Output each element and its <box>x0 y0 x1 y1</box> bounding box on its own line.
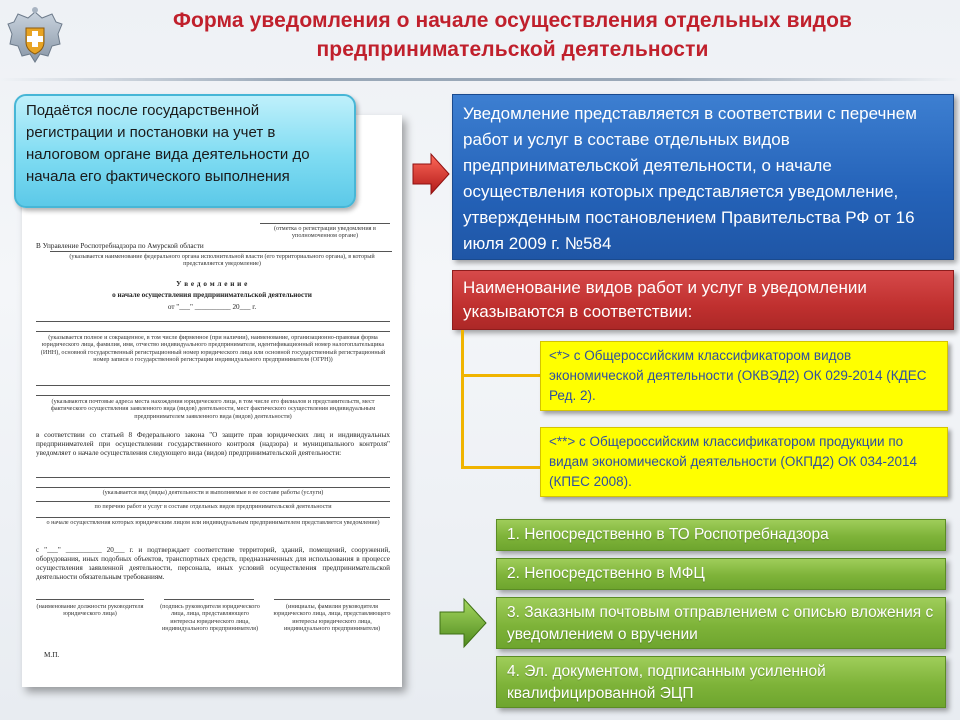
sign-caption-name: (инициалы, фамилия руководителя юридического лица, лица, представляющего интересы юридического лица, индивидуального предпринимателя) <box>273 603 391 633</box>
submission-info-text: Подаётся после государственной регистрации и постановки на учет в налоговом органе вида деятельности до начала его фактического выполнения <box>26 102 310 185</box>
rospotrebnadzor-emblem-icon <box>6 6 64 68</box>
to-caption: (указывается наименование федерального органа исполнительной власти (его территориального органа), в который представляется уведомление) <box>69 253 375 268</box>
form-line <box>36 517 390 518</box>
submission-method-4 <box>496 656 946 708</box>
form-line <box>36 501 390 502</box>
address-caption: (указываются почтовые адреса места нахождения юридического лица, в том числе его филиалов и представительств, мест фактического осуществления заявленного вида (видов) деятельности, мест фактического осуществления индивидуальным предпринимателем заявленного вида (видов) деятельности) <box>50 398 376 420</box>
sign-caption-signature: (подпись руководителя юридического лица, лица, представляющего интересы юридического лица, индивидуального предпринимателя) <box>160 603 260 633</box>
title-line-1: Форма уведомления о начале осуществления отдельных видов <box>172 9 853 32</box>
okpd-classifier-box <box>540 427 948 497</box>
submission-method-1 <box>496 519 946 551</box>
legal-basis-box <box>452 94 954 260</box>
law-paragraph: в соответствии со статьей 8 Федерального закона "О защите прав юридических лиц и индивидуальных предпринимателей при осуществлении государственного контроля (надзора) и муниципального контроля" уведомляет о начале осуществления следующего вида (видов) предпринимательской деятельности: <box>36 431 390 457</box>
list-caption: по перечню работ и услуг в составе отдельных видов предпринимательской деятельности <box>94 503 332 510</box>
sign-caption-position: (наименование должности руководителя юридического лица) <box>36 603 144 618</box>
form-line <box>274 599 390 600</box>
header-divider <box>0 78 960 81</box>
submission-method-3 <box>496 597 946 649</box>
form-line <box>36 331 390 332</box>
submission-method-3-text: 3. Заказным почтовым отправлением с описью вложения с уведомлением о вручении <box>507 604 934 643</box>
applicant-caption: (указывается полное и сокращенное, в том числе фирменное (при наличии), наименование, организационно-правовая форма юридического лица, фамилия, имя, отчество индивидуального предпринимателя, идентификационный номер налогоплательщика (ИНН), основной государственный регистрационный номер юридического лица или основной государственный регистрационный номер записи о государственной регистрации индивидуального предпринимателя (ОГРН)) <box>40 334 386 364</box>
form-line <box>50 251 392 252</box>
kind-caption: (указывается вид (виды) деятельности и выполняемые в ее составе работы (услуги) <box>102 489 324 496</box>
page-title <box>70 6 955 64</box>
title-line-2: предпринимательской деятельности <box>316 38 709 61</box>
classifier-heading-box <box>452 270 954 330</box>
okpd-classifier-text: <**> с Общероссийским классификатором продукции по видам экономической деятельности (ОКПД2) ОК 034-2014 (КПЕС 2008). <box>549 434 918 489</box>
to-line: В Управление Роспотребнадзора по Амурской области <box>36 242 204 250</box>
form-line <box>36 599 144 600</box>
form-line <box>36 321 390 322</box>
form-line <box>36 385 390 386</box>
classifier-heading-text: Наименование видов работ и услуг в уведомлении указываются в соответствии: <box>463 278 867 321</box>
form-subheading: о начале осуществления предпринимательской деятельности <box>112 291 312 299</box>
submission-method-2-text: 2. Непосредственно в МФЦ <box>507 565 705 582</box>
form-heading: У в е д о м л е н и е <box>176 280 248 288</box>
green-arrow-right-icon <box>438 597 488 649</box>
stamp-place: М.П. <box>44 651 60 659</box>
submission-method-4-text: 4. Эл. документом, подписанным усиленной квалифицированной ЭЦП <box>507 663 826 702</box>
start-caption: о начале осуществления которых юридическим лицом или индивидуальным предпринимателем представляется уведомление) <box>46 519 380 526</box>
form-date-line: от "___" __________ 20___ г. <box>167 303 257 311</box>
form-line <box>36 477 390 478</box>
submission-method-1-text: 1. Непосредственно в ТО Роспотребнадзора <box>507 526 829 543</box>
red-arrow-right-icon <box>411 152 451 196</box>
form-line <box>164 599 254 600</box>
submission-method-2 <box>496 558 946 590</box>
connector-to-okpd <box>461 466 540 469</box>
form-line <box>36 395 390 396</box>
registration-note: (отметка о регистрации уведомления в уполномоченном органе) <box>274 225 376 240</box>
compliance-paragraph: с "___" __________ 20___ г. и подтверждает соответствие территорий, зданий, помещений, сооружений, оборудования, иных подобных объектов, транспортных средств, предназначенных для использования в процессе осуществления заявленной деятельности, персонала, иных условий осуществления предпринимательской деятельности обязательным требованиям. <box>36 546 390 581</box>
connector-vertical <box>461 330 464 468</box>
okved-classifier-box <box>540 341 948 411</box>
okved-classifier-text: <*> с Общероссийским классификатором видов экономической деятельности (ОКВЭД2) ОК 029-2014 (КДЕС Ред. 2). <box>549 348 927 403</box>
connector-to-okved <box>461 374 540 377</box>
legal-basis-text: Уведомление представляется в соответствии с перечнем работ и услуг в составе отдельных видов предпринимательской деятельности, о начале осуществления которых представляется уведомление, утвержденным постановлением Правительства РФ от 16 июля 2009 г. №584 <box>463 104 917 253</box>
form-line <box>260 223 390 224</box>
form-line <box>36 487 390 488</box>
submission-info-callout <box>14 94 356 208</box>
